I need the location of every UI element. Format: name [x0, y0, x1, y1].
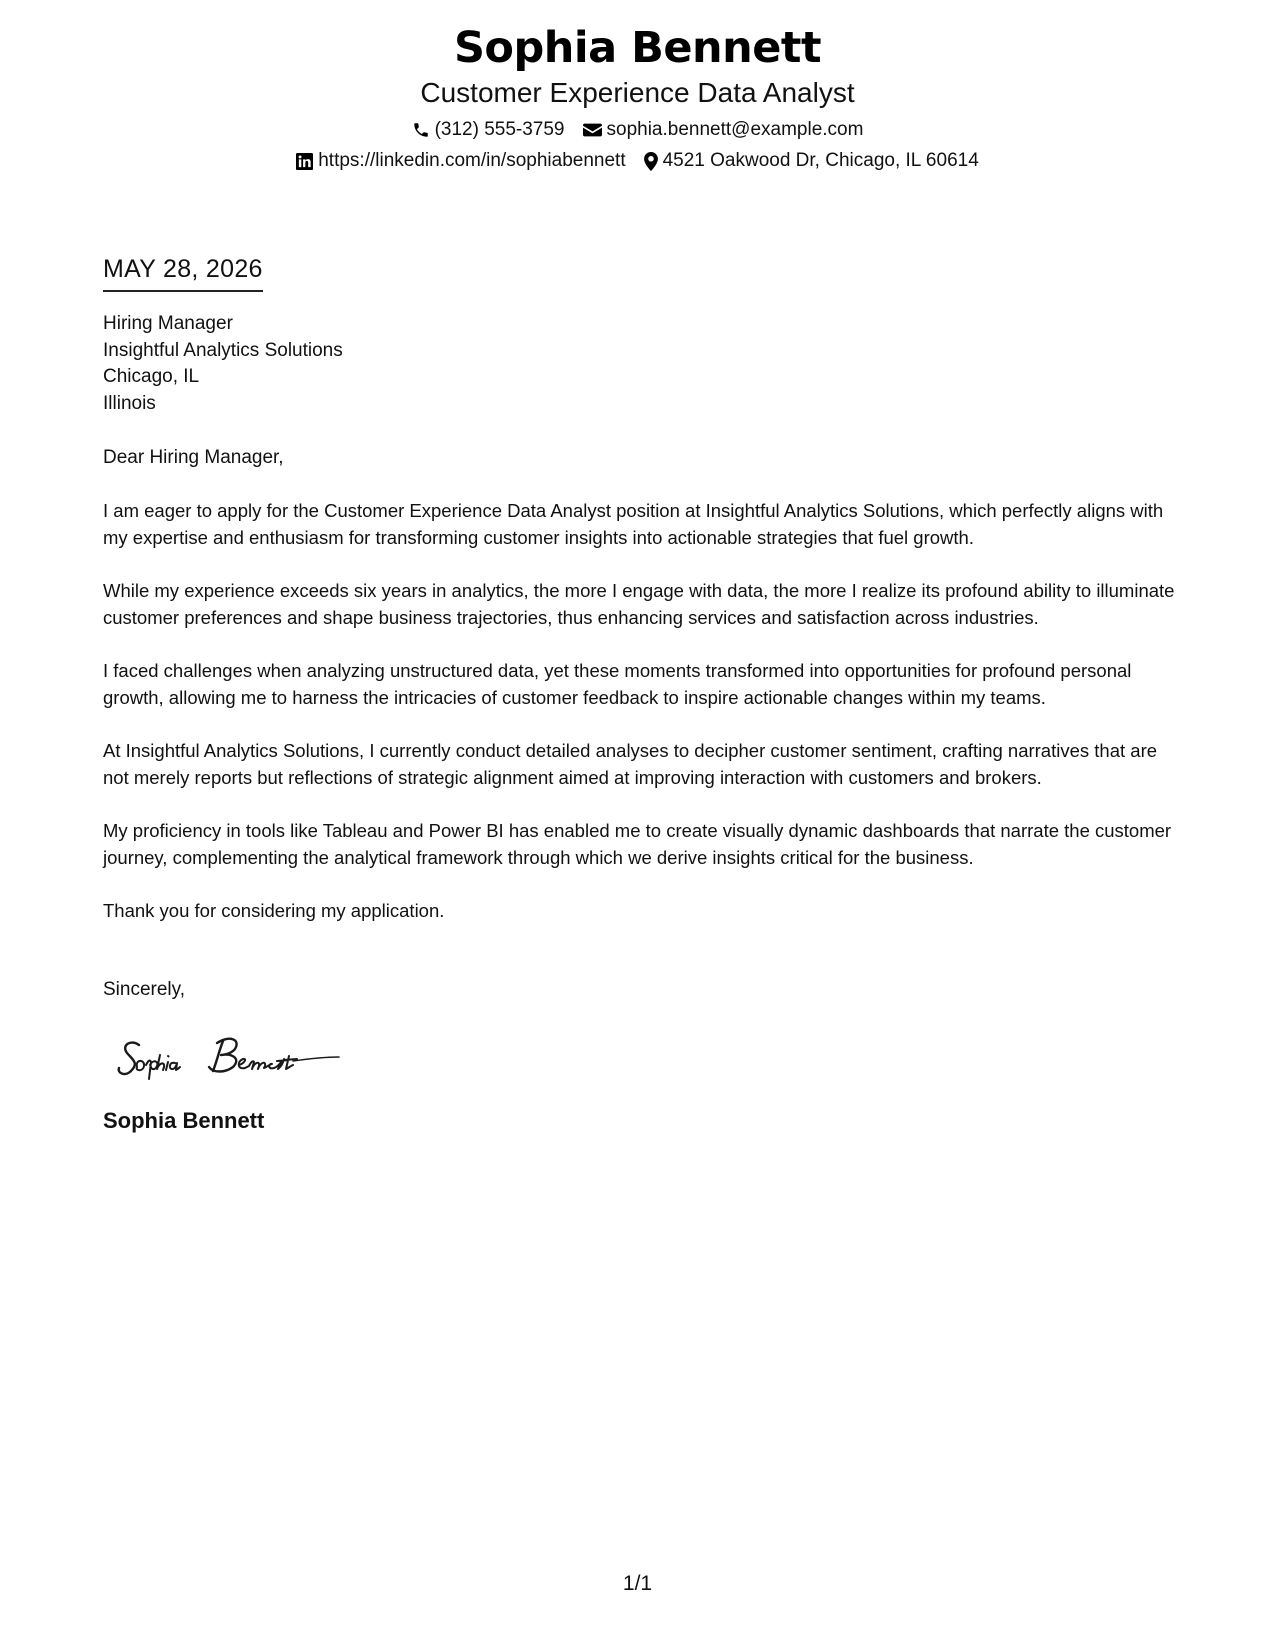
page-number: 1/1: [622, 1572, 653, 1595]
phone-text: (312) 555-3759: [434, 119, 565, 140]
contact-line-1: [0, 118, 1275, 142]
date-block: [103, 254, 263, 292]
recipient-block: [103, 311, 1183, 417]
contact-linkedin[interactable]: [296, 149, 625, 173]
recipient-line: Chicago, IL: [103, 366, 200, 387]
map-pin-icon: [644, 152, 658, 171]
recipient-line: Illinois: [103, 392, 156, 414]
body-paragraph: I faced challenges when analyzing unstructured data, yet these moments transformed into opportunities for profound personal growth, allowing me to harness the intricacies of customer feedback to inspire actionable changes within my teams.: [103, 660, 1132, 708]
body-paragraph: My proficiency in tools like Tableau and Power BI has enabled me to create visually dynamic dashboards that narrate the customer journey, complementing the analytical framework through which we derive insights critical for the business.: [103, 820, 1172, 868]
handwritten-signature: [117, 1031, 347, 1085]
address-text: 4521 Oakwood Dr, Chicago, IL 60614: [662, 150, 979, 171]
email-text: sophia.bennett@example.com: [606, 119, 864, 140]
envelope-icon: [583, 122, 602, 138]
letter-date: MAY 28, 2026: [103, 255, 263, 283]
signer-name: Sophia Bennett: [103, 1107, 265, 1133]
phone-icon: [412, 121, 430, 139]
contact-email[interactable]: [583, 118, 864, 142]
body-paragraph: While my experience exceeds six years in analytics, the more I engage with data, the more I realize its profound ability to illuminate customer preferences and shape business trajectories, thus enhancing services and satisfaction across industries.: [103, 580, 1175, 628]
body-paragraph: At Insightful Analytics Solutions, I currently conduct detailed analyses to decipher customer sentiment, crafting narratives that are not merely reports but reflections of strategic alignment aimed at improving interaction with customers and brokers.: [103, 740, 1158, 788]
body-paragraph: Thank you for considering my application.: [103, 900, 445, 921]
salutation: Dear Hiring Manager,: [103, 447, 284, 468]
contact-line-2: [0, 149, 1275, 173]
linkedin-icon: [296, 153, 313, 170]
letter-header: [0, 18, 1275, 173]
contact-address: [644, 149, 979, 173]
linkedin-text: https://linkedin.com/in/sophiabennett: [318, 150, 626, 171]
body-paragraph: I am eager to apply for the Customer Experience Data Analyst position at Insightful Analytics Solutions, which perfectly aligns with my expertise and enthusiasm for transforming customer insights into actionable strategies that fuel growth.: [103, 500, 1164, 548]
recipient-line: Insightful Analytics Solutions: [103, 339, 343, 361]
applicant-name: Sophia Bennett: [453, 23, 822, 73]
closing: Sincerely,: [103, 978, 186, 1000]
contact-phone[interactable]: [412, 118, 565, 142]
recipient-line: Hiring Manager: [103, 313, 233, 334]
letter-body: [103, 254, 1183, 1135]
applicant-title: Customer Experience Data Analyst: [420, 77, 855, 108]
